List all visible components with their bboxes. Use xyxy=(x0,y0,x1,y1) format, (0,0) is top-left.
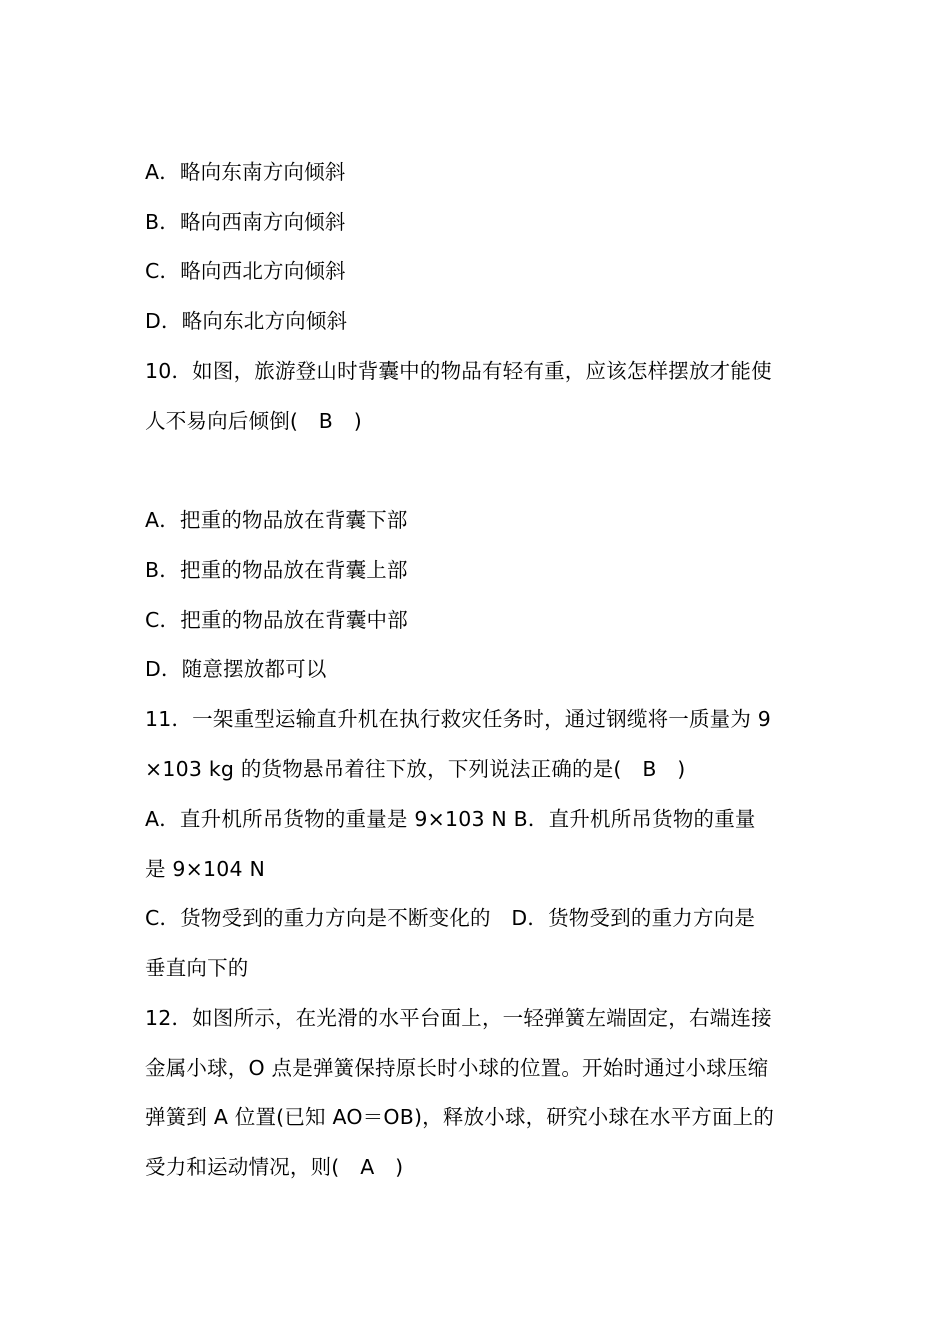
q9-option-a: A．略向东南方向倾斜 xyxy=(145,160,346,184)
q11-stem-line-2: ×103 kg 的货物悬吊着往下放，下列说法正确的是( B ) xyxy=(145,757,686,781)
q11-options-cd-line-1: C．货物受到的重力方向是不断变化的 D．货物受到的重力方向是 xyxy=(145,906,756,930)
q11-stem-line-1: 11．一架重型运输直升机在执行救灾任务时，通过钢缆将一质量为 9 xyxy=(145,707,772,731)
q9-option-b: B．略向西南方向倾斜 xyxy=(145,210,346,234)
q11-options-cd-line-2: 垂直向下的 xyxy=(145,956,249,980)
q9-option-d: D．略向东北方向倾斜 xyxy=(145,309,348,333)
q10-option-b: B．把重的物品放在背囊上部 xyxy=(145,558,408,582)
q12-stem-line-1: 12．如图所示，在光滑的水平台面上，一轻弹簧左端固定，右端连接 xyxy=(145,1006,772,1030)
q12-stem-line-3: 弹簧到 A 位置(已知 AO＝OB)，释放小球，研究小球在水平方面上的 xyxy=(145,1105,775,1129)
q10-stem-line-1: 10．如图，旅游登山时背囊中的物品有轻有重，应该怎样摆放才能使 xyxy=(145,359,772,383)
q9-option-c: C．略向西北方向倾斜 xyxy=(145,259,346,283)
q10-option-d: D．随意摆放都可以 xyxy=(145,657,327,681)
q12-stem-line-2: 金属小球，O 点是弹簧保持原长时小球的位置。开始时通过小球压缩 xyxy=(145,1056,769,1080)
q10-option-c: C．把重的物品放在背囊中部 xyxy=(145,608,408,632)
q10-option-a: A．把重的物品放在背囊下部 xyxy=(145,508,408,532)
q10-stem-line-2: 人不易向后倾倒( B ) xyxy=(145,409,362,433)
q11-options-ab-line-1: A．直升机所吊货物的重量是 9×103 N B．直升机所吊货物的重量 xyxy=(145,807,756,831)
q11-options-ab-line-2: 是 9×104 N xyxy=(145,857,266,881)
q12-stem-line-4: 受力和运动情况，则( A ) xyxy=(145,1155,404,1179)
